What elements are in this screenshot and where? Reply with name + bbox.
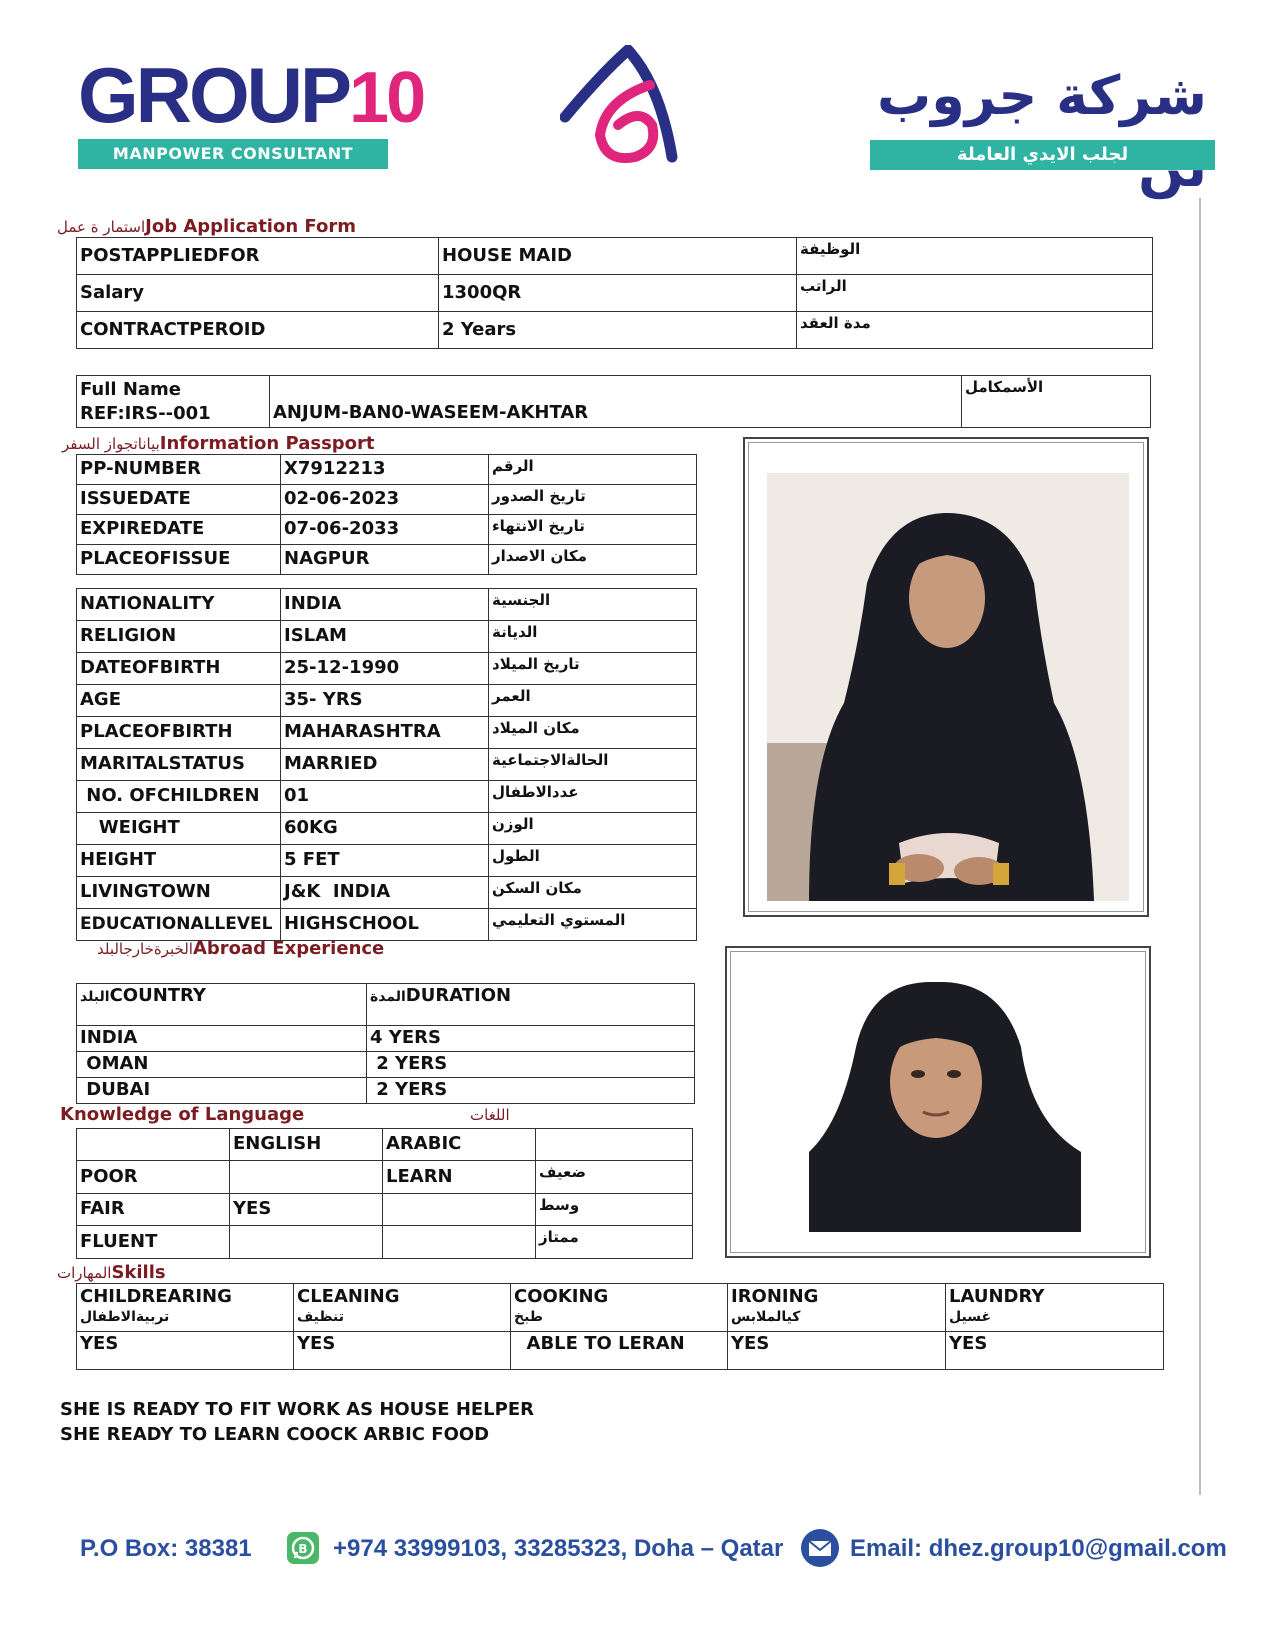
table-row: PLACEOFISSUE NAGPUR مكان الاصدار xyxy=(77,545,697,575)
table-row: PLACEOFBIRTH MAHARASHTRA مكان الميلاد xyxy=(77,717,697,749)
note-line-2: SHE READY TO LEARN COOCK ARBIC FOOD xyxy=(60,1424,490,1445)
personal-table xyxy=(76,588,697,941)
table-row: EDUCATIONALLEVEL HIGHSCHOOL المستوي التعليمي xyxy=(77,909,697,941)
language-section-title: Knowledge of Language xyxy=(60,1104,305,1125)
passport-photo xyxy=(725,946,1151,1258)
arabic-logo-banner: لجلب الايدي العاملة xyxy=(870,140,1215,170)
group10-logo xyxy=(78,51,424,175)
table-row xyxy=(77,1284,1164,1332)
table-row xyxy=(77,376,1151,428)
full-body-photo xyxy=(743,437,1149,917)
note-line-1: SHE IS READY TO FIT WORK AS HOUSE HELPER xyxy=(60,1399,535,1420)
table-row: DUBAI 2 YERS xyxy=(77,1078,695,1104)
table-row: HEIGHT 5 FET الطول xyxy=(77,845,697,877)
skills-section-title: المهاراتSkills xyxy=(57,1262,166,1283)
table-row: POOR LEARN ضعيف xyxy=(77,1161,693,1194)
logo-number: 10 xyxy=(349,58,424,138)
table-row: ENGLISH ARABIC xyxy=(77,1129,693,1161)
table-row: YES YES ABLE TO LERAN YES YES xyxy=(77,1332,1164,1370)
logo-banner: MANPOWER CONSULTANT xyxy=(78,139,388,169)
job-table xyxy=(76,237,1153,349)
table-row: ISSUEDATE 02-06-2023 تاريخ الصدور xyxy=(77,485,697,515)
full-name-value: ANJUM-BAN0-WASEEM-AKHTAR xyxy=(270,376,962,428)
table-row: PP-NUMBER X7912213 الرقم xyxy=(77,455,697,485)
table-row: OMAN 2 YERS xyxy=(77,1052,695,1078)
right-margin-line xyxy=(1199,198,1201,1495)
experience-table xyxy=(76,983,695,1104)
table-row: FAIR YES وسط xyxy=(77,1194,693,1226)
experience-section-title: الخبرةخارجالبلدAbroad Experience xyxy=(97,938,385,959)
table-row: FLUENT ممتاز xyxy=(77,1226,693,1259)
table-row: DATEOFBIRTH 25-12-1990 تاريخ الميلاد xyxy=(77,653,697,685)
arabic-logo xyxy=(870,60,1215,170)
table-row: LIVINGTOWN J&K INDIA مكان السكن xyxy=(77,877,697,909)
table-row: AGE 35- YRS العمر xyxy=(77,685,697,717)
table-row: WEIGHT 60KG الوزن xyxy=(77,813,697,845)
table-row: NATIONALITY INDIA الجنسية xyxy=(77,589,697,621)
language-section-title-ar: اللغات xyxy=(470,1106,510,1124)
table-row: CONTRACTPEROID 2 Years مدة العقد xyxy=(77,312,1153,349)
center-emblem-icon xyxy=(560,45,710,175)
full-name-label: Full Name xyxy=(80,379,181,400)
table-row: MARITALSTATUS MARRIED الحالةالاجتماعية xyxy=(77,749,697,781)
table-row: EXPIREDATE 07-06-2033 تاريخ الانتهاء xyxy=(77,515,697,545)
phone-numbers: +974 33999103, 33285323, Doha – Qatar xyxy=(333,1535,784,1562)
arabic-logo-text: شركة جروب xyxy=(877,64,1207,127)
whatsapp-icon xyxy=(285,1530,321,1566)
table-row: NO. OFCHILDREN 01 عددالاطفال xyxy=(77,781,697,813)
table-row: Salary 1300QR الراتب xyxy=(77,275,1153,312)
person-portrait-icon xyxy=(731,952,1146,1253)
logo-text: GROUP xyxy=(78,51,350,139)
name-table xyxy=(76,375,1151,428)
svg-text:B: B xyxy=(298,1542,308,1556)
po-box: P.O Box: 38381 xyxy=(80,1535,252,1562)
email-address[interactable]: Email: dhez.group10@gmail.com xyxy=(850,1535,1227,1562)
skill-cleaning: CLEANING تنظيف xyxy=(294,1284,511,1332)
duration-header: المدةDURATION xyxy=(367,984,695,1026)
skill-ironing: IRONING كيالملابس xyxy=(728,1284,946,1332)
full-name-ar: الأسمكامل xyxy=(962,376,1151,428)
table-row: POSTAPPLIEDFOR HOUSE MAID الوظيفة xyxy=(77,238,1153,275)
skills-table xyxy=(76,1283,1164,1370)
language-table xyxy=(76,1128,693,1259)
table-row: INDIA 4 YERS xyxy=(77,1026,695,1052)
country-header: البلدCOUNTRY xyxy=(77,984,367,1026)
skill-laundry: LAUNDRY غسيل xyxy=(946,1284,1164,1332)
job-section-title: استمار ة عملJob Application Form xyxy=(57,216,356,237)
table-row: RELIGION ISLAM الديانة xyxy=(77,621,697,653)
person-photo-icon xyxy=(749,443,1144,912)
email-icon xyxy=(800,1528,840,1568)
ref-number: REF:IRS--001 xyxy=(80,403,211,424)
skill-childrearing: CHILDREARING تربيةالاطفال xyxy=(77,1284,294,1332)
passport-section-title: بياناتجواز السفرInformation Passport xyxy=(62,433,375,454)
table-row xyxy=(77,984,695,1026)
skill-cooking: COOKING طبخ xyxy=(511,1284,728,1332)
passport-table xyxy=(76,454,697,575)
